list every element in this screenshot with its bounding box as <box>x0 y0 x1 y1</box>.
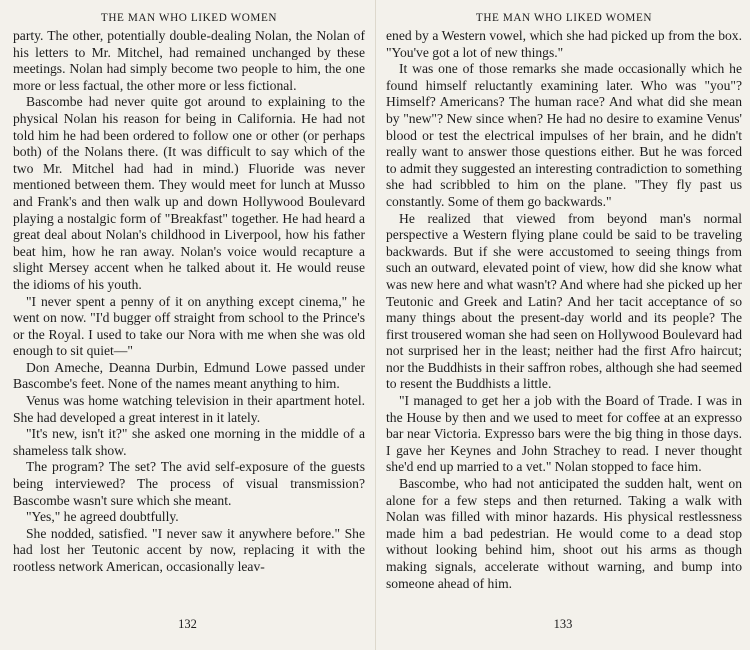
paragraph: "It's new, isn't it?" she asked one morning in the middle of a shameless talk show. <box>13 426 365 458</box>
left-page-text <box>13 28 365 576</box>
paragraph: party. The other, potentially double-dealing Nolan, the Nolan of his letters to Mr. Mitchel, had remained unchanged by these meetings. Nolan had simply become two people to him, the one more or less factual, the other more or less fictional. <box>13 28 365 93</box>
paragraph: ened by a Western vowel, which she had picked up from the box. "You've got a lot of new things." <box>386 28 742 60</box>
paragraph: He realized that viewed from beyond man's normal perspective a Western flying plane could be said to be traveling backwards. But if she were accustomed to seeing things from such an outward, elevated point of view, how did she know what was new here and what wasn't? And where had she picked up her Teutonic and Greek and Latin? And her tacit acceptance of so many things about the present-day world and its people? The first trousered woman she had seen on Hollywood Boulevard had not surprised her in the least; neither had the first Afro haircut; nor the Buddhists in their saffron robes, although she had seemed to resent the Buddhists a little. <box>386 210 742 392</box>
paragraph: The program? The set? The avid self-exposure of the guests being interviewed? The process of visual transmission? Bascombe wasn't sure which she meant. <box>13 459 365 508</box>
right-page <box>375 0 750 650</box>
paragraph: It was one of those remarks she made occasionally which he found himself reluctantly examining later. Who was "you"? Himself? Americans? The human race? And what did she mean by "new"? New since when? He had no desire to examine Venus' blood or test the electrical impulses of her brain, and he didn't really want to answer those questions either. But he was forced to admit they suggested an interesting contradiction to something she had scribbled to him on the plane. "They fly past us constantly. Some of them go backwards." <box>386 61 742 209</box>
left-running-head: THE MAN WHO LIKED WOMEN <box>100 12 278 24</box>
paragraph: "I never spent a penny of it on anything except cinema," he went on now. "I'd bugger off straight from school to the Prince's or the Royal. I used to take our Nora with me when she was old enough to sit quiet—" <box>13 293 365 359</box>
left-page-number: 132 <box>178 617 197 631</box>
paragraph: "Yes," he agreed doubtfully. <box>26 509 179 525</box>
right-page-text <box>386 28 742 592</box>
paragraph: She nodded, satisfied. "I never saw it anywhere before." She had lost her Teutonic accent by now, replacing it with the rootless network American, occasionally leav- <box>13 525 365 574</box>
paragraph: Bascombe, who had not anticipated the sudden halt, went on alone for a few steps and then returned. Taking a walk with Nolan was filled with minor hazards. His physical restlessness made him a bad pedestrian. He would come to a dead stop without looking behind him, shoot out his arms as though making signals, accelerate without warning, and bump into someone ahead of him. <box>386 476 742 591</box>
paragraph: Don Ameche, Deanna Durbin, Edmund Lowe passed under Bascombe's feet. None of the names meant anything to him. <box>13 359 365 392</box>
right-running-head: THE MAN WHO LIKED WOMEN <box>475 12 653 24</box>
paragraph: "I managed to get her a job with the Board of Trade. I was in the House by then and we used to meet for coffee at an expresso bar near Victoria. Expresso bars were the big thing in those days. I gave her Keynes and John Strachey to read. I never thought she'd end up married to a vet." Nolan stopped to face him. <box>386 393 742 475</box>
paragraph: Venus was home watching television in their apartment hotel. She had developed a great interest in it lately. <box>13 393 365 425</box>
right-page-number: 133 <box>553 617 573 631</box>
paragraph: Bascombe had never quite got around to explaining to the physical Nolan his reason for being in California. He had not told him he had been ordered to follow one or other (or perhaps both) of the Nolans there. (It was difficult to say which of the two Mr. Mitchel had had in mind.) Fluoride was never mentioned between them. They would meet for lunch at Musso and Frank's and then walk up and down Hollywood Boulevard playing a nostalgic form of "Breakfast" together. He had heard a great deal about Nolan's childhood in Liverpool, how his father beat him, how he ran away. Nolan's voice would recapture a slight Mersey accent when he talked about it. He would reuse the idioms of his youth. <box>13 94 365 292</box>
